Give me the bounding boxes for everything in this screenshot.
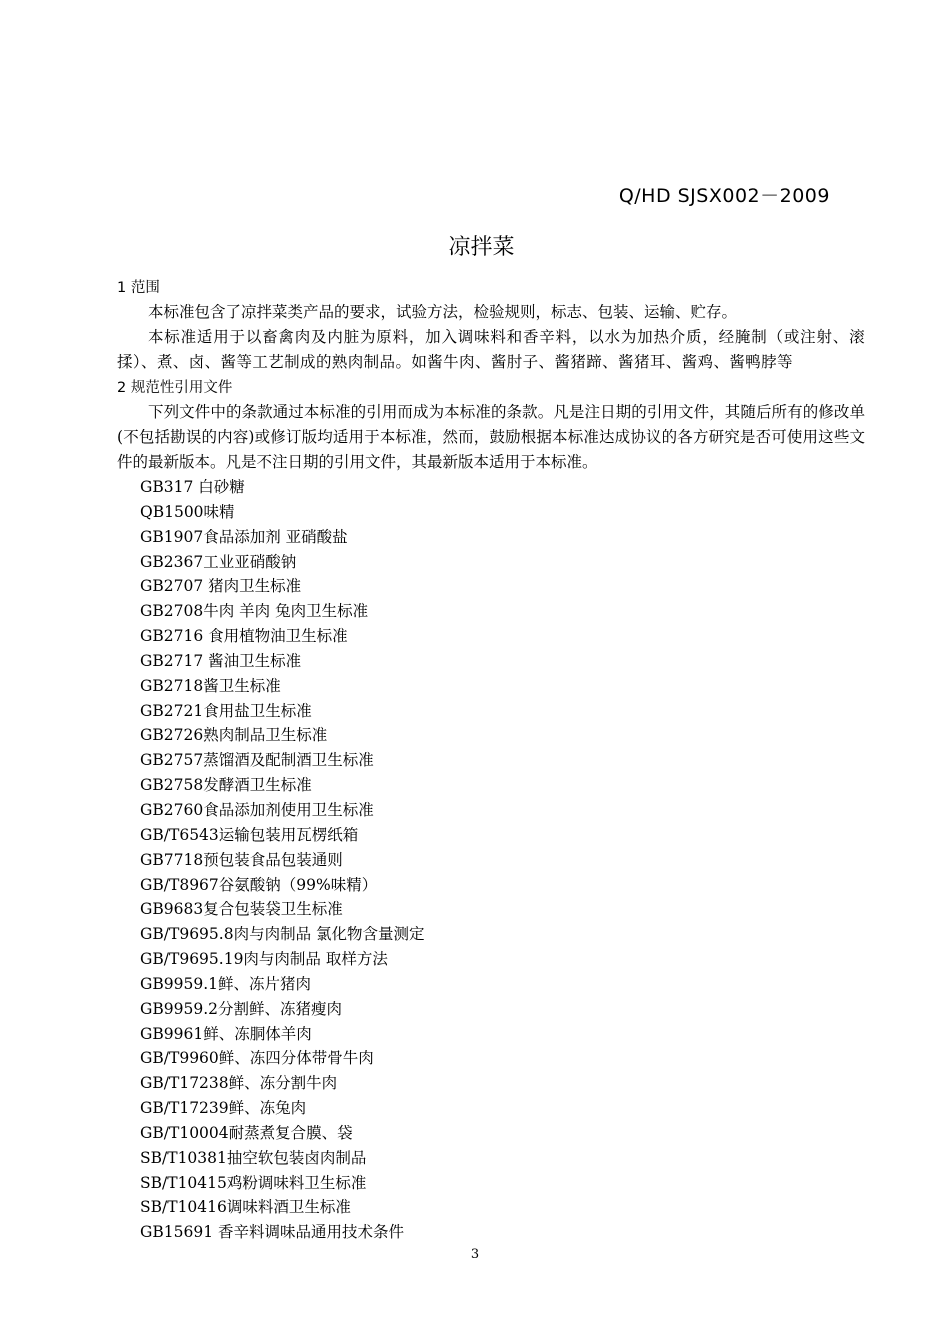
reference-item: GB2726熟肉制品卫生标准: [140, 726, 328, 745]
reference-item: GB2757蒸馏酒及配制酒卫生标准: [140, 751, 374, 770]
reference-item: GB/T17238鲜、冻分割牛肉: [140, 1074, 338, 1093]
reference-item: GB/T6543运输包装用瓦楞纸箱: [140, 825, 359, 844]
reference-item: GB9961鲜、冻胴体羊肉: [140, 1024, 312, 1043]
reference-item: SB/T10416调味料酒卫生标准: [140, 1198, 351, 1217]
reference-item: GB2721食用盐卫生标准: [140, 701, 312, 720]
reference-item: GB9959.1鲜、冻片猪肉: [140, 974, 312, 993]
reference-item: GB/T9695.19肉与肉制品 取样方法: [140, 950, 388, 969]
reference-item: GB2708牛肉 羊肉 兔肉卫生标准: [140, 602, 369, 621]
section-heading-normative-references: 2 规范性引用文件: [117, 380, 233, 396]
reference-item: GB/T17239鲜、冻兔肉: [140, 1099, 307, 1118]
reference-item: GB2758发酵酒卫生标准: [140, 776, 312, 795]
reference-item: GB2760食品添加剂使用卫生标准: [140, 800, 374, 819]
reference-item: GB9683复合包装袋卫生标准: [140, 900, 343, 919]
reference-item: GB/T8967谷氨酸钠（99%味精）: [140, 875, 378, 894]
page-title: 凉拌菜: [448, 235, 515, 260]
reference-item: GB2707 猪肉卫生标准: [140, 577, 302, 596]
reference-item: GB317 白砂糖: [140, 478, 245, 496]
reference-item: SB/T10415鸡粉调味料卫生标准: [140, 1173, 367, 1192]
reference-list: [140, 475, 425, 1245]
reference-item: GB2367工业亚硝酸钠: [140, 552, 297, 571]
section-heading-scope: 1 范围: [117, 280, 160, 296]
references-intro-paragraph: 下列文件中的条款通过本标准的引用而成为本标准的条款。凡是注日期的引用文件，其随后所有的修改单(不包括勘误的内容)或修订版均适用于本标准，然而，鼓励根据本标准达成协议的各方研究是否可使用这些文件的最新版本。凡是不注日期的引用文件，其最新版本适用于本标准。: [117, 403, 865, 471]
reference-item: SB/T10381抽空软包装卤肉制品: [140, 1148, 367, 1167]
reference-item: GB/T10004耐蒸煮复合膜、袋: [140, 1123, 353, 1142]
reference-item: GB9959.2分割鲜、冻猪瘦肉: [140, 999, 343, 1018]
reference-item: GB/T9695.8肉与肉制品 氯化物含量测定: [140, 925, 425, 944]
reference-item: GB7718预包装食品包装通则: [140, 850, 343, 869]
reference-item: GB2717 酱油卫生标准: [140, 651, 302, 670]
scope-paragraph-1: 本标准包含了凉拌菜类产品的要求，试验方法，检验规则，标志、包装、运输、贮存。: [148, 303, 738, 321]
scope-paragraph-2: 本标准适用于以畜禽肉及内脏为原料，加入调味料和香辛料，以水为加热介质，经腌制（或注射、滚揉）、煮、卤、酱等工艺制成的熟肉制品。如酱牛肉、酱肘子、酱猪蹄、酱猪耳、酱鸡、酱鸭脖等: [117, 328, 865, 371]
document-code: Q/HD SJSX002－2009: [618, 185, 830, 207]
reference-item: GB2716 食用植物油卫生标准: [140, 627, 348, 646]
reference-item: GB15691 香辛料调味品通用技术条件: [140, 1223, 405, 1242]
reference-item: QB1500味精: [140, 502, 235, 521]
page-number: 3: [470, 1247, 480, 1262]
reference-item: GB1907食品添加剂 亚硝酸盐: [140, 527, 348, 546]
reference-item: GB2718酱卫生标准: [140, 676, 281, 695]
reference-item: GB/T9960鲜、冻四分体带骨牛肉: [140, 1049, 374, 1068]
